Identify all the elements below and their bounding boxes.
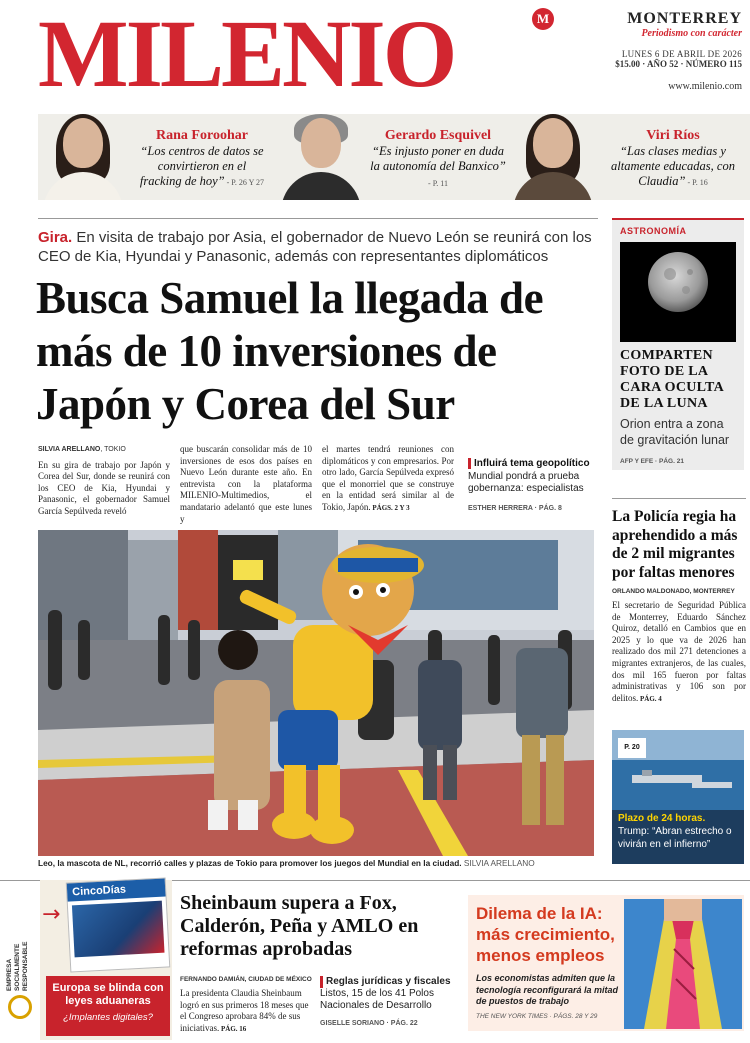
photo-caption: Leo, la mascota de NL, recorrió calles y plazas de Tokio para promover los juegos del Mundial en la ciudad. SILVIA ARELLANO	[38, 858, 535, 868]
columnist-foroohar[interactable]	[38, 114, 273, 200]
astronomy-desc: Orion entra a zona de gravitación lunar	[620, 417, 730, 447]
lead-body-col2: que buscarán consolidar más de 10 inversiones de esos dos países en Nuevo León durante este año. En entrevista con la plataforma MILENIO-Multimedios, el mandatario adelantó que este lunes y	[180, 444, 312, 524]
lead-body-col3: el martes tendrá reuniones con diplomáticos y con empresarios. Por otro lado, García Sepúlveda expresó que el monorriel que se construye en la entidad será similar al de Tokio, Japón. PÁGS. 2 Y 3	[322, 444, 454, 512]
esr-seal-icon	[8, 995, 32, 1019]
reglas-byline: GISELLE SORIANO · PÁG. 22	[320, 1020, 418, 1027]
tokyo-crossing-illustration	[38, 530, 594, 856]
geopolitics-teaser[interactable]	[468, 458, 596, 512]
edition-info	[602, 10, 742, 92]
lead-body-col1: SILVIA ARELLANO, TOKIO En su gira de trabajo por Japón y Corea del Sur, donde se reunirá con los CEO de Kia, Hyundai y Panasonic, el gobernador Samuel García Sepúlveda reveló	[38, 446, 170, 516]
teaser-desc: Mundial pondrá a prueba gobernanza: especialistas	[468, 471, 584, 494]
teaser-byline: ESTHER HERRERA · PÁG. 8	[468, 505, 562, 512]
sheinbaum-headline[interactable]: Sheinbaum supera a Fox, Calderón, Peña y AMLO en reformas aprobadas	[180, 892, 419, 960]
divider	[38, 218, 598, 219]
ia-promo[interactable]	[468, 895, 744, 1031]
lead-headline[interactable]: Busca Samuel la llegada de más de 10 inversiones de Japón y Corea del Sur	[36, 273, 544, 429]
masthead-logo[interactable]: MILENIO	[38, 0, 455, 107]
lead-byline: SILVIA ARELLANO, TOKIO	[38, 446, 126, 453]
esr-seal: EMPRESA SOCIALMENTE RESPONSABLE	[6, 895, 36, 1037]
astronomy-source: AFP Y EFE · PÁG. 21	[620, 458, 684, 465]
reglas-title: Reglas jurídicas y fiscales	[320, 976, 460, 988]
columnist-photo	[508, 114, 598, 200]
section-label: ASTRONOMÍA	[620, 226, 687, 236]
police-byline: ORLANDO MALDONADO, MONTERREY	[612, 588, 735, 595]
teaser-title: Influirá tema geopolítico	[468, 458, 596, 469]
columnist-name: Gerardo Esquivel	[384, 128, 492, 143]
issue-price: $15.00 · AÑO 52 · NÚMERO 115	[615, 59, 742, 69]
lead-photo[interactable]	[38, 530, 594, 856]
edition-city: MONTERREY	[627, 10, 742, 27]
reglas-teaser[interactable]	[320, 976, 460, 1030]
columnist-rios[interactable]	[508, 114, 750, 200]
columnist-name: Viri Ríos	[646, 128, 700, 143]
columnist-quote: “Las clases medias y altamente educadas, con Claudia” - P. 16	[611, 144, 735, 188]
trump-teaser[interactable]	[612, 730, 744, 864]
cincodias-cover	[66, 877, 171, 972]
astronomy-box[interactable]	[612, 220, 744, 470]
police-body: El secretario de Seguridad Pública de Monterrey, Eduardo Sánchez Quiroz, detalló en Cambios que en 2025 y lo que va de 2026 han realizado dos mil 271 detenciones a migrantes extranjeros, de las cuales, dos mil 165 fueron por faltas administrativas y 106 son por delitos. PÁG. 4	[612, 600, 746, 703]
ia-source: THE NEW YORK TIMES · PÁGS. 28 Y 29	[476, 1013, 598, 1020]
columnist-quote: “Los centros de datos se convirtieron en el fracking de hoy” - P. 26 Y 27	[139, 144, 265, 188]
columnist-photo	[38, 114, 128, 200]
issue-date: LUNES 6 DE ABRIL DE 2026	[621, 49, 742, 59]
sheinbaum-body: La presidenta Claudia Sheinbaum logró en sus primeros 18 meses que el Congreso aprobara 84% de sus iniciativas. PÁG. 16	[180, 988, 309, 1033]
slogan: Periodismo con carácter	[641, 28, 742, 39]
trump-text: Plazo de 24 horas. Trump: “Abran estrecho o vivirán en el infierno”	[618, 813, 732, 850]
reglas-desc: Listos, 15 de los 41 Polos Nacionales de Desarrollo	[320, 988, 434, 1011]
columnists-band	[38, 114, 750, 200]
cincodias-brand: CincoDías	[67, 878, 166, 901]
cincodias-promo[interactable]	[40, 880, 172, 1040]
logo-mark-icon: M	[532, 8, 554, 30]
ia-headline: Dilema de la IA: más crecimiento, menos empleos	[476, 904, 615, 965]
columnist-quote: “Es injusto poner en duda la autonomía del Banxico” - P. 11	[370, 144, 506, 188]
columnist-esquivel[interactable]	[276, 114, 511, 200]
arrow-right-icon: →	[42, 902, 61, 927]
police-headline[interactable]: La Policía regia ha aprehendido a más de 2 mil migrantes por faltas menores	[612, 508, 738, 581]
website-link[interactable]: www.milenio.com	[668, 81, 742, 92]
columnist-photo	[276, 114, 366, 200]
divider	[612, 498, 746, 499]
cincodias-title: Europa se blinda con leyes aduaneras	[52, 982, 164, 1007]
moon-photo	[620, 242, 736, 342]
ia-illustration	[624, 899, 742, 1029]
columnist-name: Rana Foroohar	[156, 128, 248, 143]
lead-kicker: Gira. En visita de trabajo por Asia, el gobernador de Nuevo León se reunirá con los CEO de Kia, Hyundai y Panasonic, además con representantes diplomáticos	[38, 229, 592, 265]
cincodias-box	[46, 976, 170, 1036]
trump-page: P. 20	[618, 738, 646, 758]
ia-desc: Los economistas admiten que la tecnología reconfigurará la mitad de puestos de trabajo	[476, 973, 619, 1006]
astronomy-headline: COMPARTEN FOTO DE LA CARA OCULTA DE LA LUNA	[620, 348, 724, 411]
sheinbaum-byline: FERNANDO DAMIÁN, CIUDAD DE MÉXICO	[180, 976, 312, 983]
cincodias-subtitle: ¿Implantes digitales?	[63, 1012, 153, 1023]
